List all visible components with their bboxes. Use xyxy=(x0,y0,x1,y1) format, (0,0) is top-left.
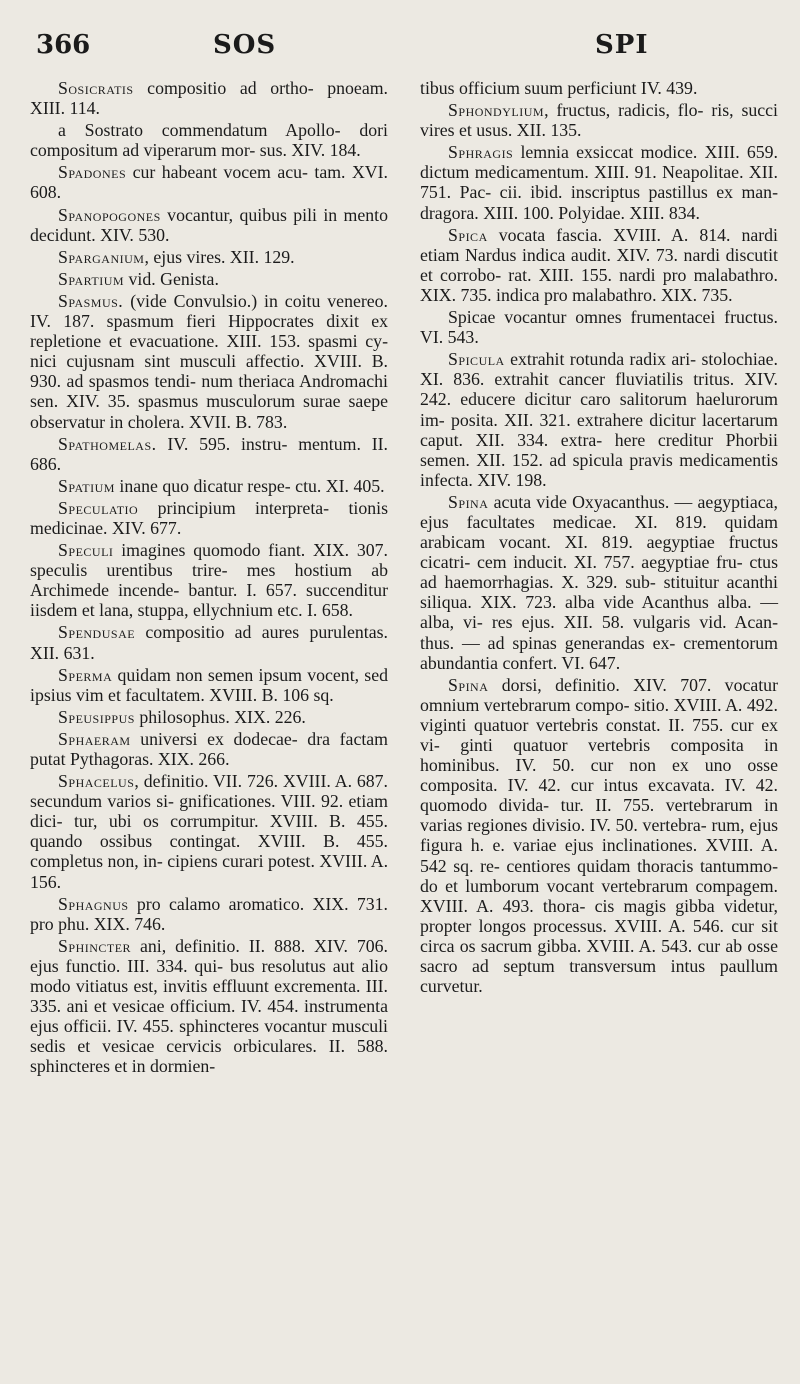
index-entry xyxy=(420,492,778,673)
index-entry xyxy=(30,476,388,496)
entry-text: , definitio. VII. 726. XVIII. A. 687. secundum varios si- gnificationes. VIII. 92. etiam dici- tur, ubi os corrumpitur. XVIII. B. 455. quando ossibus contingat. XVIII. B. 455. completus non, in- cipiens curari potest. XVIII. A. 156. xyxy=(30,771,389,892)
index-entry xyxy=(420,78,778,98)
running-head xyxy=(30,28,778,72)
index-entry xyxy=(30,120,388,160)
index-entry xyxy=(30,771,388,892)
entry-headword: Spatium xyxy=(58,475,115,496)
index-entry xyxy=(30,78,388,118)
entry-text: philosophus. XIX. 226. xyxy=(134,706,306,727)
index-entry xyxy=(30,291,388,432)
entry-text: universi ex dodecae- dra factam putat Pythagoras. XIX. 266. xyxy=(30,728,388,769)
entry-headword: Speculi xyxy=(58,540,114,561)
entry-text: (vide Convulsio.) in coitu venereo. IV. 187. spasmum fieri Hippocrates dixit ex repletione et evacuatione. XIII. 153. spasmi cy- nici cujusnam sint musculi affectio. XVIII. B. 930. ad spasmos tendi- num theriaca Andromachi sen. XIV. 35. spasmus musculorum surae saepe observatur in cholera. XVII. B. 783. xyxy=(30,290,388,432)
entry-text: compositio ad aures purulentas. XII. 631. xyxy=(30,622,388,663)
entry-headword: Spanopogones xyxy=(58,204,161,225)
index-entry xyxy=(420,225,778,305)
entry-text: principium interpreta- tionis medicinae. XIV. 677. xyxy=(30,497,388,538)
entry-text: tibus officium suum perficiunt IV. 439. xyxy=(420,78,698,98)
entry-headword: Spendusae xyxy=(58,622,136,643)
entry-headword: Spicula xyxy=(448,349,505,370)
entry-headword: Speculatio xyxy=(58,497,139,518)
index-entry xyxy=(30,247,388,267)
entry-text: , ejus vires. XII. 129. xyxy=(144,246,295,267)
entry-headword: Spadones xyxy=(58,162,127,183)
entry-text: compositio ad ortho- pnoeam. XIII. 114. xyxy=(30,78,388,119)
entry-text: inane quo dicatur respe- ctu. XI. 405. xyxy=(114,475,385,496)
left-column xyxy=(30,78,388,1079)
entry-headword: Sphondylium xyxy=(448,100,545,121)
entry-headword: Spina xyxy=(448,674,489,695)
entry-headword: Speusippus xyxy=(58,706,135,727)
index-entry xyxy=(30,162,388,202)
entry-text: lemnia exsiccat modice. XIII. 659. dictum medicamentum. XIII. 91. Neapolitae. XII. 751. Pac- cii. ibid. inscriptus pastillus ex man- dragora. XIII. 100. Polyidae. XIII. 834. xyxy=(420,142,778,223)
entry-headword: Sphacelus xyxy=(58,771,135,792)
entry-headword: Sosicratis xyxy=(58,78,134,98)
entry-text: pro calamo aromatico. XIX. 731. pro phu. XIX. 746. xyxy=(30,893,388,934)
left-running-headword: SOS xyxy=(213,30,277,60)
entry-text: Spicae vocantur omnes frumentacei fructus. VI. 543. xyxy=(420,307,778,348)
index-entry xyxy=(420,349,778,490)
index-entry xyxy=(30,434,388,474)
entry-text: ani, definitio. II. 888. XIV. 706. ejus functio. III. 334. qui- bus resolutus aut alio modo vitiatus est, invitis effluunt excrementa. III. 335. ani et vesicae officium. IV. 454. instrumenta ejus officii. IV. 455. sphincteres vocantur musculi sedis et vesicae cervicis orbiculares. II. 588. sphincteres et in dormien- xyxy=(30,935,388,1077)
index-entry xyxy=(30,269,388,289)
entry-text: extrahit rotunda radix ari- stolochiae. XI. 836. extrahit cancer fluviatilis tritus. XIV. 242. educere dicitur caro salitorum haelurorum im- posita. XII. 321. extrahere dicitur lacertarum caput. XII. 334. extra- here creditur Phorbii semen. XII. 152. ad spicula pravis medicamentis infecta. XIV. 198. xyxy=(420,349,778,490)
entry-headword: Spasmus. xyxy=(58,290,124,311)
index-entry xyxy=(420,675,778,997)
index-entry xyxy=(30,665,388,705)
index-entry xyxy=(30,540,388,620)
entry-text: imagines quomodo fiant. XIX. 307. speculis urentibus trire- mes hostium ab Archimede incende- bantur. I. 657. succenditur iisdem et lana, stuppa, ellychnium etc. I. 658. xyxy=(30,540,388,621)
index-entry xyxy=(30,622,388,662)
entry-headword: Spica xyxy=(448,224,488,245)
entry-headword: Sphragis xyxy=(448,142,514,163)
index-entry xyxy=(30,894,388,934)
entry-text: dorsi, definitio. XIV. 707. vocatur omnium vertebrarum compo- sitio. XVIII. A. 492. viginti quatuor vertebris constat. II. 755. cur ex vi- ginti quatuor vertebris composita in hominibus. IV. 50. cur non ex uno osse composita. IV. 42. cur intus excavata. IV. 42. quomodo divida- tur. II. 755. vertebrarum in varias regiones divisio. IV. 50. vertebra- rum, ejus figura h. e. variae ejus inclinationes. XVIII. A. 542 sq. re- centiores quidam thoracis tantummo- do et lumborum vocant vertebrarum compagem. XVIII. A. 493. thora- cis magis gibba videtur, propter longos processus. XVIII. A. 546. cur sit circa os sacrum gibba. XVIII. A. 543. cur ab osse sacro ad septum transversum intus paullum curvetur. xyxy=(420,674,778,997)
index-entry xyxy=(30,205,388,245)
entry-text: a Sostrato commendatum Apollo- dori compositum ad viperarum mor- sus. XIV. 184. xyxy=(30,120,388,161)
entry-text: cur habeant vocem acu- tam. XVI. 608. xyxy=(30,162,388,203)
entry-text: IV. 595. instru- mentum. II. 686. xyxy=(30,433,388,474)
index-entry xyxy=(30,707,388,727)
entry-text: vocantur, quibus pili in mento decidunt. XIV. 530. xyxy=(30,204,388,245)
index-entry xyxy=(420,100,778,140)
entry-headword: Spartium xyxy=(58,268,125,289)
index-entry xyxy=(420,307,778,347)
right-running-headword: SPI xyxy=(595,30,649,60)
index-entry xyxy=(30,498,388,538)
right-column xyxy=(420,78,778,1079)
entry-headword: Sphaeram xyxy=(58,728,131,749)
text-columns xyxy=(30,78,778,1079)
index-entry xyxy=(30,729,388,769)
index-entry xyxy=(30,936,388,1077)
entry-headword: Sperma xyxy=(58,664,113,685)
entry-text: vocata fascia. XVIII. A. 814. nardi etiam Nardus indica audit. XIV. 73. nardi discutit et corrobo- rat. XIII. 155. nardi pro malabathro. XIX. 735. indica pro malabathro. XIX. 735. xyxy=(420,224,778,305)
entry-text: acuta vide Oxyacanthus. — aegyptiaca, ejus facultates medicae. XI. 819. quidam arabicam vocant. XI. 819. aegyptiae fructus cicatri- cem inducit. XI. 757. aegyptiae fru- ctus ad haemorrhagias. X. 329. sub- stituitur acanthi siliqua. XIX. 723. alba vide Acanthus alba. — alba, vi- res ejus. XII. 58. vulgaris vid. Acan- thus. — ad spinas generandas ex- crementorum abundantia confert. VI. 647. xyxy=(420,491,778,673)
entry-headword: Spathomelas. xyxy=(58,433,157,454)
page-number: 366 xyxy=(36,30,91,60)
entry-text: , fructus, radicis, flo- ris, succi vires et usus. XII. 135. xyxy=(420,100,778,141)
entry-headword: Spina xyxy=(448,491,489,512)
entry-headword: Sphincter xyxy=(58,935,132,956)
entry-headword: Sphagnus xyxy=(58,893,129,914)
index-entry xyxy=(420,142,778,222)
entry-text: vid. Genista. xyxy=(124,268,219,289)
entry-headword: Sparganium xyxy=(58,246,145,267)
entry-text: quidam non semen ipsum vocent, sed ipsius vim et facultatem. XVIII. B. 106 sq. xyxy=(30,664,388,705)
